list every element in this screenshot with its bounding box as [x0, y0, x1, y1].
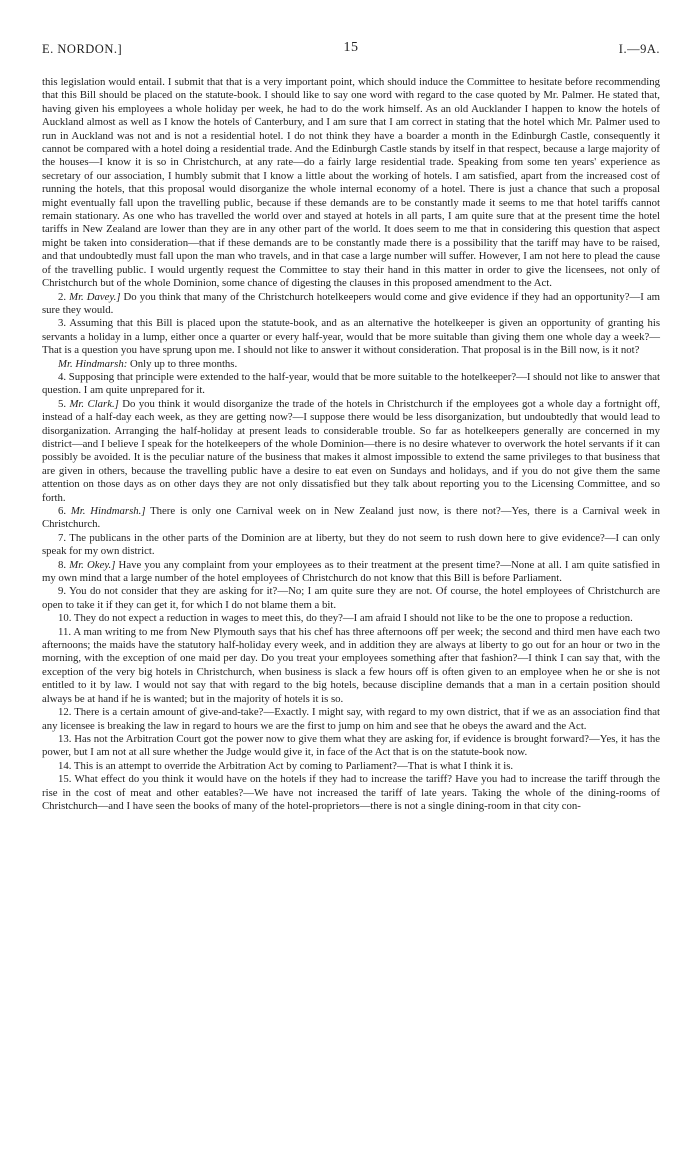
paragraph-1: this legislation would entail. I submit that that is a very important point, which should induce the Committee to hesitate before recommending that this Bill should be placed on the statute-book. I should like to say one word with regard to the case quoted by Mr. Palmer. He stated that, having given his employees a whole holiday per week, he had to do the work himself. As an old Aucklander I happen to know the hotels of Auckland almost as well as I know the hotels of Canterbury, and I am sure that I am correct in stating that the hotel which Mr. Palmer used to run in Auckland was not and is not a residential hotel. I do not think they have a boarder a month in the Edinburgh Castle, consequently it cannot be compared with a hotel doing a residential trade. And the Edinburgh Castle stands by itself in that respect, because a large majority of the houses—I know it is so in Christchurch, at any rate—do a fairly large residential trade. Speaking from some ten years' experience as secretary of our association, I humbly submit that I know a little about the working of hotels. I am satisfied, apart from the increased cost of running the hotels, that this proposal would disorganize the whole internal economy of a hotel. There is just a chance that such a proposal might eventually fall upon the travelling public, because if these demands are to be constantly made it seems to me that hotel tariffs cannot remain stationary. As one who has travelled the world over and stayed at hotels in all parts, I am quite sure that at the present time the hotel tariffs in New Zealand are lower than they are in any other part of the world. It does seem to me that in considering this question that aspect might be taken into consideration—that if these demands are to be constantly made there is a possibility that the tariff may have to be raised, and that undoubtedly must fall upon the man who travels, and in that case a large number will suffer. However, I am not here to plead the cause of the travelling public. I would urgently request the Committee to stay their hand in this matter in order to give the licensees, not only of Christchurch but of the whole Dominion, some chance of digesting the clauses in this proposed amendment to the Act.	[42, 76, 660, 290]
question-15: 15. What effect do you think it would have on the hotels if they had to increase the tariff? Have you had to increase the tariff through the rise in the cost of meat and other eatables?—We have not increased the tariff of late years. Taking the whole of the dining-rooms of Christchurch—and I have seen the books of many of the hotel-proprietors—there is not a single dining-room in that city con-	[42, 773, 660, 812]
header-paper-reference: I.—9A.	[618, 42, 660, 56]
document-page	[42, 40, 660, 813]
question-13: 13. Has not the Arbitration Court got the power now to give them what they are asking for, if evidence is brought forward?—Yes, it has the power, but I am not at all sure whether the Judge would give it, in face of the Act that is on the statute-book now.	[42, 732, 660, 759]
question-9: 9. You do not consider that they are asking for it?—No; I am quite sure they are not. Of course, the hotel employees of Christchurch are open to take it if they can get it, for which I do not blame them a bit.	[42, 585, 660, 611]
question-4: 4. Supposing that principle were extended to the half-year, would that be more suitable to the hotelkeeper?—I should not like to answer that question. I am quite unprepared for it.	[42, 370, 660, 397]
question-14: 14. This is an attempt to override the Arbitration Act by coming to Parliament?—That is what I think it is.	[58, 759, 514, 772]
question-5: 5. Mr. Clark.] Do you think it would disorganize the trade of the hotels in Christchurch if the employees got a whole day a fortnight off, instead of a half-day each week, as they are getting now?—I suppose there would be less disorganization, but undoubtedly that would lead to disorganization. Arranging the half-holiday at present leads to considerable trouble. So far as hotelkeepers generally are concerned in my district—and I believe I speak for the hotelkeepers of the whole Dominion—there is no desire whatever to overwork the hotel servants if it can possibly be avoided. It is the peculiar nature of the business that makes it almost impossible to extend the same privileges to that business that are given in others, because the travelling public have a desire to eat even on Sundays and holidays, and if you do not give them the same attention on those days as on other days they are not only dissatisfied but they talk about reporting you to the Licensing Committee, and so forth.	[42, 397, 661, 504]
question-2: 2. Mr. Davey.] Do you think that many of the Christchurch hotelkeepers would come and give evidence if they had an opportunity?—I am sure they would.	[42, 290, 661, 316]
question-3: 3. Assuming that this Bill is placed upon the statute-book, and as an alternative the hotelkeeper is given an opportunity of granting his servants a holiday in a lump, either once a quarter or every half-year, would that be more suitable than giving them one whole day a week?—That is a question you have sprung upon me. I should not like to answer it without consideration. That proposal is in the Bill now, is it not?	[42, 317, 660, 357]
question-12: 12. There is a certain amount of give-and-take?—Exactly. I might say, with regard to my own district, that if we as an association find that any licensee is breaking the law in regard to hours we are the first to jump on him and see that he obeys the award and the Act.	[42, 706, 660, 732]
speaker-name: Mr. Clark.]	[69, 397, 119, 410]
header-witness-name: E. NORDON.]	[42, 42, 123, 56]
question-8: 8. Mr. Okey.] Have you any complaint from your employees as to their treatment at the present time?—None at all. I am quite satisfied in my own mind that a large number of the hotel employees of Christchurch do not know that this Bill is before Parliament.	[42, 558, 660, 585]
speaker-name: Mr. Okey.]	[69, 558, 116, 571]
speaker-name: Mr. Hindmarsh:	[58, 357, 128, 370]
interjection-hindmarsh: Mr. Hindmarsh: Only up to three months.	[58, 357, 238, 370]
question-7: 7. The publicans in the other parts of the Dominion are at liberty, but they do not seem to rush down here to give evidence?—I can only speak for my own district.	[42, 531, 660, 558]
page-number: 15	[343, 40, 359, 55]
speaker-name: Mr. Hindmarsh.]	[70, 505, 146, 517]
question-6: 6. Mr. Hindmarsh.] There is only one Carnival week on in New Zealand just now, is there not?—Yes, there is a Carnival week in Christchurch.	[42, 505, 660, 531]
question-10: 10. They do not expect a reduction in wages to meet this, do they?—I am afraid I should not like to be the one to propose a reduction.	[58, 612, 633, 625]
body-text	[42, 76, 660, 813]
page-header	[42, 40, 660, 60]
question-11: 11. A man writing to me from New Plymouth says that his chef has three afternoons off per week; the second and third men have each two afternoons; the maids have the statutory half-holiday every week, and in addition they are always at liberty to go out for an hour or two in the morning, with the exception of one maid per day. Do you treat your employees something after that fashion?—I think I can say that, with the exception of the very big hotels in Christchurch, when business is slack a few hours off is often given to an employee when he or she is not entitled to it by law. I would not say that with regard to the big hotels, because discipline demands that a man in a certain position should always be at hand if he is wanted; but in the majority of hotels it is so.	[42, 625, 660, 705]
speaker-name: Mr. Davey.]	[69, 290, 121, 303]
